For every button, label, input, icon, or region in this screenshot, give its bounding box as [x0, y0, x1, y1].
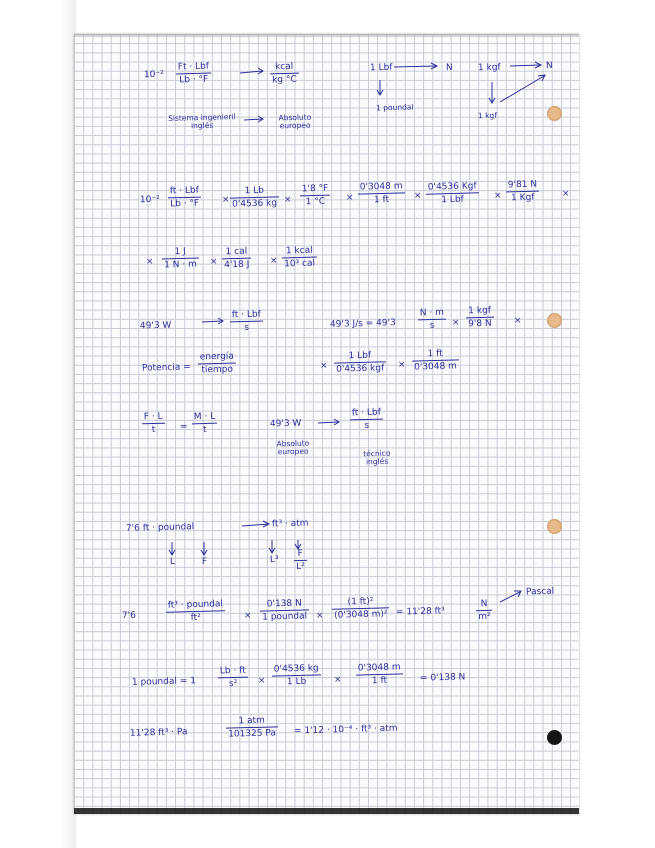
kgf-below-label: 1 kgf [477, 110, 498, 121]
fraction-ftlbf-s-2: ft · Lbf s [350, 407, 384, 433]
system-label-left: Sistema ingenieril inglés [168, 112, 236, 130]
system-label-right: Absoluto europeo [278, 112, 312, 130]
fraction-joule: 1 J 1 N · m [162, 246, 199, 272]
result-ft3: = 11'28 ft³ [395, 606, 445, 618]
ft-poundal-expression: 7'6 ft · poundal [125, 522, 195, 534]
fraction-5: 0'4536 Kgf 1 Lbf [426, 180, 479, 206]
fraction-ftlbf-s: ft · Lbf s [230, 309, 264, 335]
lbf-target: N [445, 62, 453, 74]
final-result: = 1'12 · 10⁻⁴ · ft³ · atm [293, 723, 398, 737]
power-value-2: 49'3 W [269, 418, 302, 430]
fraction-m-ft: 0'3048 m 1 ft [356, 661, 403, 687]
fraction-fl-t: F · L t [142, 411, 165, 437]
fraction-2: 1 Lb 0'4536 kg [230, 184, 280, 210]
lbf-label: 1 Lbf [369, 62, 393, 74]
tecnico-ingles-label: técnico inglés [363, 448, 391, 466]
exponent-prefix-2: 10⁻² [139, 194, 160, 206]
absoluto-europeo-label: Absoluto europeo [276, 438, 310, 456]
poundal-label: 1 poundal [375, 102, 414, 113]
fraction-lbf-kgf: 1 Lbf 0'4536 kgf [334, 349, 387, 375]
fraction-energia-tiempo: energía tiempo [198, 351, 237, 377]
fraction-ft3-poundal: ft³ · poundal ft² [166, 598, 226, 625]
fraction-f-l2: F L² [294, 548, 307, 573]
pascal-label: Pascal [525, 586, 555, 598]
poundal-result: = 0'138 N [419, 672, 466, 684]
fraction-ft-lbf: Ft · Lbf Lb · °F [176, 61, 212, 87]
fraction-lbft-s2: Lb · ft s² [218, 665, 249, 691]
potencia-label: Potencia = [141, 362, 191, 374]
notebook-page: 10⁻² Ft · Lbf Lb · °F kcal kg °C Sistema ingenieril inglés Absoluto europeo 1 Lbf N 1 kgf N 1 poundal 1 kgf 10⁻² ft · Lbf Lb · °F × 1 Lb 0'4536 kg × 1'8 °F 1 °C × 0'3048 m 1 ft × 0'4536 Kgf 1 Lbf × 9'81 N 1 Kgf × × 1 J 1 N · m × 1 cal 4'18 J × 1 kcal 10³ cal 49'3 W ft · Lbf s 49'3 J/s = 49'3 N · m s × 1 kgf 9'8 N × Potencia = energía tiempo × 1 Lbf 0'4536 kgf × 1 ft 0'3048 m F · L t = M · L t 49'3 W Absoluto europeo ft · Lbf s técnico inglés 7'6 ft · poundal ft³ · atm L F L³ F L² 7'6 ft³ · poundal ft² × 0'138 N 1 poundal × (1 ft)² (0'3048 m)² = 11'28 ft³ N m² Pascal 1 poundal = 1 Lb · ft s² × 0'4536 kg 1 Lb × 0'3048 m 1 ft = 0'138 N 11'28 ft³ · Pa 1 atm 101325 Pa = 1'12 · 10⁻⁴ · ft³ · atm [74, 34, 579, 814]
fraction-6: 9'81 N 1 Kgf [506, 179, 540, 205]
fraction-kcal: kcal kg °C [270, 61, 299, 87]
fraction-1: ft · Lbf Lb · °F [169, 185, 200, 210]
fraction-atm-pa: 1 atm 101325 Pa [226, 714, 278, 740]
fraction-kg-lb: 0'4536 kg 1 Lb [272, 662, 322, 688]
exponent-prefix: 10⁻² [143, 69, 164, 81]
power-value: 49'3 W [139, 320, 172, 332]
binder-hole [547, 519, 562, 534]
background-shadow [0, 0, 76, 848]
fraction-ft2-m2: (1 ft)² (0'3048 m)² [332, 595, 390, 621]
ft-atm-expression: ft³ · atm [271, 518, 309, 530]
fraction-kcal-2: 1 kcal 10³ cal [282, 245, 318, 271]
fraction-3: 1'8 °F 1 °C [300, 183, 331, 209]
page-bottom-edge [74, 808, 579, 814]
fraction-cal: 1 cal 4'18 J [222, 246, 252, 272]
fraction-n-m2: N m² [476, 598, 493, 623]
pascal-expression: 11'28 ft³ · Pa [129, 727, 188, 739]
fraction-138-poundal: 0'138 N 1 poundal [260, 597, 310, 623]
conversion-eq: 49'3 J/s = 49'3 [329, 318, 396, 330]
kgf-target: N [545, 60, 553, 72]
kgf-label: 1 kgf [477, 62, 501, 74]
prefix-76: 7'6 [121, 610, 137, 622]
fraction-kgf-n: 1 kgf 9'8 N [466, 305, 494, 331]
binder-hole [547, 313, 562, 328]
binder-hole [547, 106, 562, 121]
poundal-equation: 1 poundal = 1 [131, 676, 197, 688]
fraction-ft-m: 1 ft 0'3048 m [412, 347, 459, 373]
arrows-layer [74, 34, 579, 814]
binder-hole [547, 730, 562, 745]
fraction-4: 0'3048 m 1 ft [358, 180, 405, 206]
fraction-ml-t: M · L t [192, 411, 218, 437]
fraction-nm-s: N · m s [418, 307, 447, 333]
